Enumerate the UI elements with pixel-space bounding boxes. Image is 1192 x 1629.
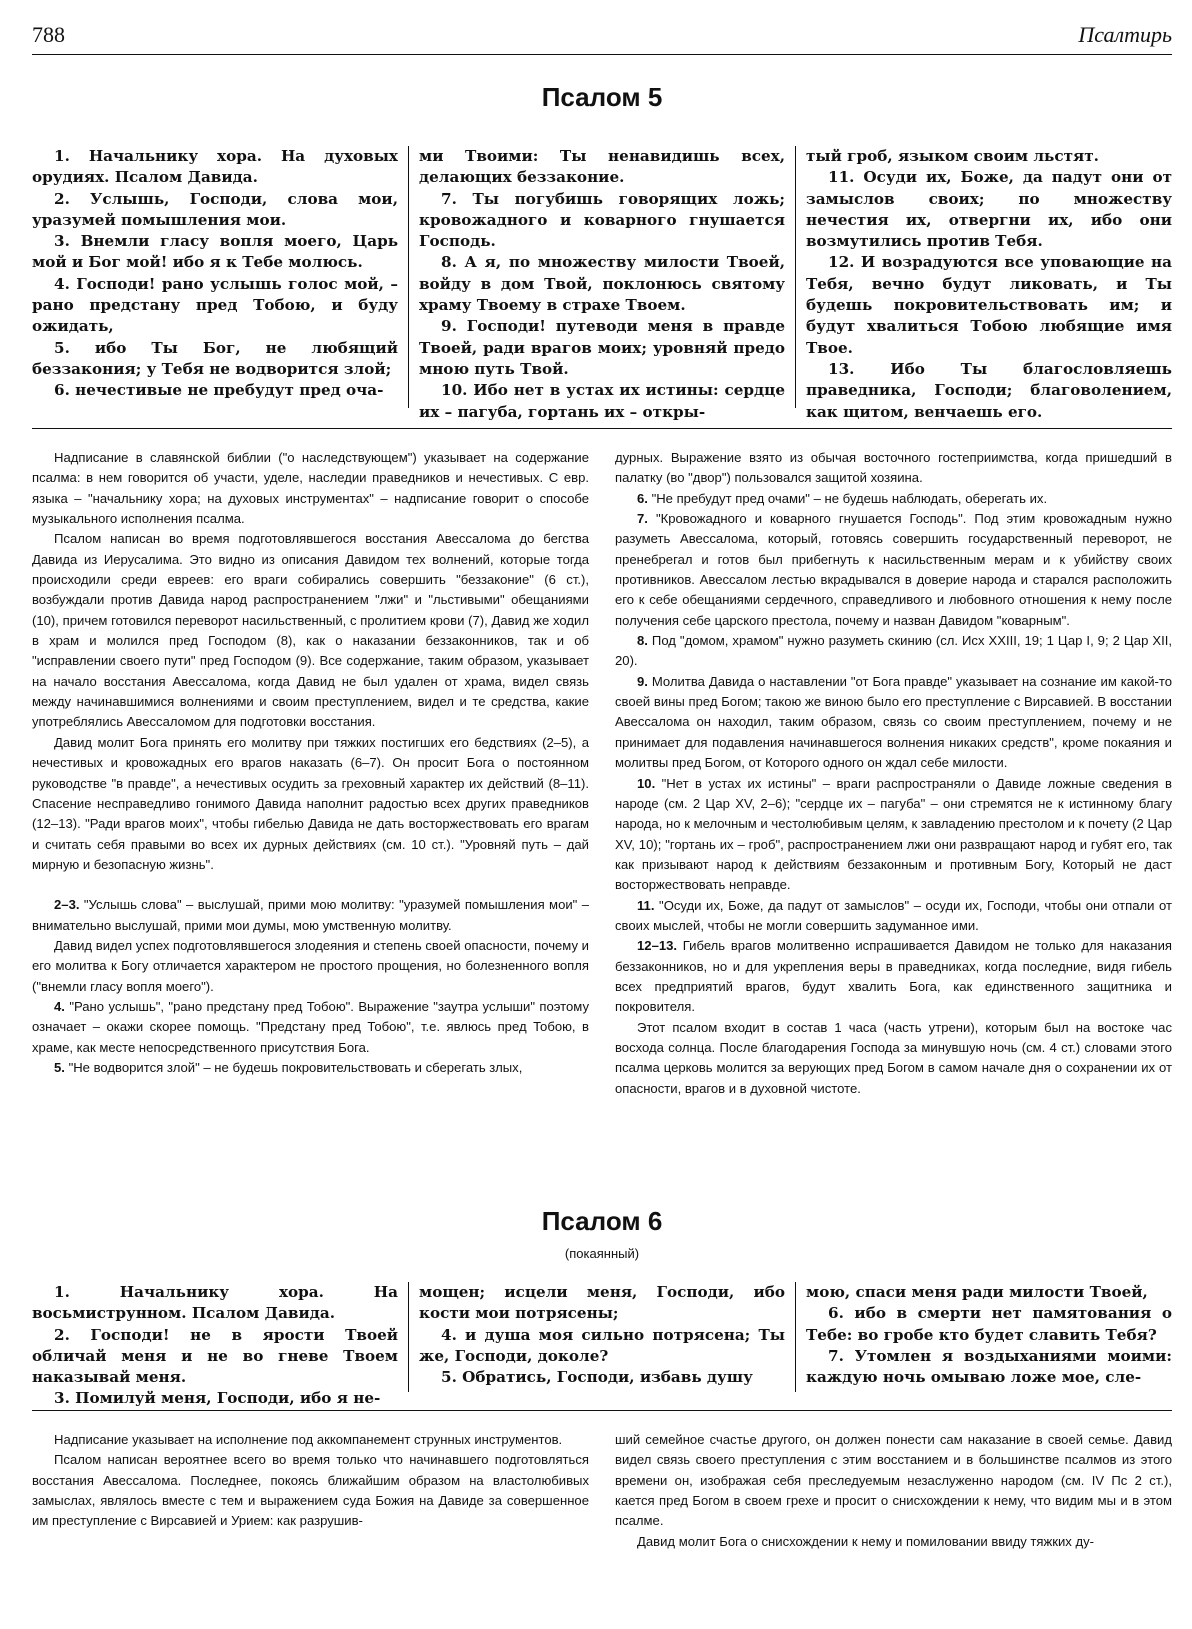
- divider: [32, 428, 1172, 429]
- commentary-paragraph: [615, 1430, 1172, 1532]
- commentary-paragraph: [615, 1532, 1172, 1552]
- commentary-text: "Осуди их, Боже, да падут от замыслов" – осуди их, Господи, чтобы они отпали от своих мыслей, чтобы не могли совершить задуманное ими.: [615, 897, 1172, 933]
- verse-column: [408, 1282, 795, 1392]
- running-header: [32, 18, 1172, 55]
- commentary-column: [32, 1430, 589, 1612]
- commentary-text: Надписание в славянской библии ("о наследствующем") указывает на содержание псалма: в нем говорится об участи, уделе, наследии праведников и нечестивых. С евр. языка – "начальнику хора; на духовых инструментах" – надписание говорит о способе музыкального исполнения псалма.: [32, 450, 589, 527]
- psalm-6-title: Псалом 6: [541, 1206, 663, 1236]
- verse-ref: 9.: [637, 673, 648, 689]
- commentary-paragraph: [615, 774, 1172, 896]
- commentary-text: Этот псалом входит в состав 1 часа (часть утрени), которым был на востоке час восхода солнца. После благодарения Господа за минувшую ночь (см. 4 ст.) словами этого псалма церковь молится за верующих пред Богом в самом начале дня о сохранении их от опасности, врагов и в духовной чистоте.: [615, 1019, 1172, 1096]
- verse-column: [32, 146, 408, 408]
- verse-ref: 7.: [637, 511, 648, 527]
- verse-ref: 5.: [54, 1059, 65, 1075]
- commentary-paragraph: [32, 733, 589, 875]
- commentary-paragraph: [32, 1058, 589, 1078]
- psalm-5-commentary: [32, 448, 1172, 1168]
- verse: ми Твоими: Ты ненавидишь всех, делающих беззаконие.: [419, 147, 785, 187]
- page: [32, 18, 1172, 1613]
- verse: мощен; исцели меня, Господи, ибо кости мои потрясены;: [419, 1283, 785, 1323]
- commentary-paragraph: [615, 936, 1172, 1017]
- psalm-6-subtitle: (покаянный): [564, 1246, 640, 1261]
- commentary-paragraph: [615, 489, 1172, 509]
- commentary-text: "Рано услышь", "рано предстану пред Тобою". Выражение "заутра услыши" поэтому означает – окажи скорее помощь. "Предстану пред Тобою", т.е. явлюсь пред Тобою, в храме, как месте непосредственного присутствия Бога.: [32, 998, 589, 1055]
- commentary-paragraph: [32, 1450, 589, 1531]
- commentary-paragraph: [32, 895, 589, 936]
- verse: 1. Начальнику хора. На духовых орудиях. Псалом Давида.: [32, 147, 398, 187]
- verse-ref: 12–13.: [637, 938, 678, 954]
- commentary-paragraph: [32, 1430, 589, 1450]
- psalm-6-verses: [32, 1282, 1172, 1408]
- verse: 10. Ибо нет в устах их истины: сердце их – пагуба, гортань их – откры-: [419, 381, 785, 421]
- commentary-column: [615, 448, 1172, 1168]
- verse: мою, спаси меня ради милости Твоей,: [806, 1283, 1148, 1301]
- verse-ref: 10.: [637, 775, 656, 791]
- verse: 4. и душа моя сильно потрясена; Ты же, Господи, доколе?: [419, 1325, 785, 1365]
- commentary-paragraph: [615, 1018, 1172, 1099]
- verse-column: [795, 1282, 1172, 1392]
- verse-column: [795, 146, 1172, 421]
- commentary-column: [615, 1430, 1172, 1612]
- verse: 8. А я, по множеству милости Твоей, войду в дом Твой, поклонюсь святому храму Твоему в страхе Твоем.: [419, 253, 785, 315]
- commentary-text: ший семейное счастье другого, он должен понести сам наказание в своей семье. Давид видел связь своего преступления с этим восстанием и в большинстве псалмов из этого времени он, изображая себя преследуемым незаслуженно народом (см. IV Пс 2 ст.), кается пред Богом в своем грехе и просит о снисхождении к нему, что видим мы и в этом псалме.: [615, 1432, 1172, 1529]
- verse-column: [32, 1282, 408, 1408]
- verse-ref: 2–3.: [54, 897, 80, 913]
- commentary-text: "Не пребудут пред очами" – не будешь наблюдать, оберегать их.: [651, 490, 1048, 506]
- verse: 4. Господи! рано услышь голос мой, – рано предстану пред Тобою, и буду ожидать,: [32, 274, 398, 336]
- psalm-5-title: Псалом 5: [541, 82, 663, 112]
- commentary-text: Давид видел успех подготовлявшегося злодеяния и степень своей опасности, почему и его молитва к Богу отличается характером не простого прощения, но болезненного вопля ("внемли гласу вопля моего").: [32, 937, 589, 994]
- verse: 3. Внемли гласу вопля моего, Царь мой и Бог мой! ибо я к Тебе молюсь.: [32, 232, 398, 272]
- verse: 1. Начальнику хора. На восьмиструнном. Псалом Давида.: [32, 1283, 398, 1323]
- verse-ref: 11.: [637, 897, 655, 913]
- commentary-paragraph: [32, 448, 589, 529]
- verse-ref: 4.: [54, 998, 65, 1014]
- commentary-text: Давид молит Бога принять его молитву при тяжких постигших его бедствиях (2–5), а нечестивых и кровожадных его врагов наказать (6–7). Он просит Бога о постоянном руководстве "в правде", а нечестивых осудить за греховный характер их действий (8–11). Спасение несправедливо гонимого Давида наполнит радостью всех других праведников (12–13). "Ради врагов моих", чтобы гибелью Давида не дать восторжествовать его врагам и считать себя правыми во всех их дурных действиях (см. 10 ст.). "Уровняй путь – дай мирную и безопасную жизнь".: [32, 734, 589, 872]
- commentary-paragraph: [615, 448, 1172, 489]
- commentary-text: дурных. Выражение взято из обычая восточного гостеприимства, когда пришедший в палатку (во "двор") пользовался защитой хозяина.: [615, 450, 1172, 486]
- verse: 6. нечестивые не пребудут пред оча-: [54, 381, 384, 400]
- verse-ref: 6.: [637, 490, 648, 506]
- verse: 3. Помилуй меня, Господи, ибо я не-: [54, 1389, 381, 1408]
- verse: 5. Обратись, Господи, избавь душу: [441, 1368, 753, 1387]
- commentary-text: "Услышь слова" – выслушай, прими мою молитву: "уразумей помышления мои" – внимательно выслушай, прими мои думы, мою умственную молитву.: [32, 897, 589, 933]
- book-title: Псалтирь: [1078, 22, 1172, 47]
- verse: 13. Ибо Ты благословляешь праведника, Господи; благоволением, как щитом, венчаешь его.: [806, 359, 1172, 421]
- commentary-paragraph: [32, 936, 589, 997]
- commentary-text: Давид молит Бога о снисхождении к нему и помиловании ввиду тяжких ду-: [637, 1533, 1095, 1549]
- divider: [32, 1410, 1172, 1411]
- commentary-text: Псалом написан во время подготовлявшегося восстания Авессалома до бегства Давида из Иерусалима. Это видно из описания Давидом тех волнений, которые тогда происходили среди евреев: его враги собирались совершить "беззаконие" (6 ст.), возбуждали против Давида народ распространением "лжи" и "льстивыми" обещаниями (10), причем готовился переворот насильственный, с пролитием крови (7), Давид же ходил в храм и молился пред Господом (8), как о наказании беззаконников, так и об "исправлении своего пути" пред Господом (9). Все содержание, таким образом, указывает на начало восстания Авессалома, когда Давид не был удален от храма, видел связь между начинавшимися волнениями и своим преступлением, видел и те средства, какие употреблялись Авессаломом для подготовки восстания.: [32, 531, 589, 730]
- commentary-paragraph: [615, 509, 1172, 631]
- commentary-text: "Кровожадного и коварного гнушается Господь". Под этим кровожадным нужно разуметь Авессалома, который, готовясь совершить государственный переворот, не пренебрегал и готов был прибегнуть к насильственным мерам и к убийству своих противников. Авессалом лестью вкрадывался в доверие народа и старался расположить его к себе обещаниями сердечного, справедливого и любовного отношения к нему после получения себе царского престола, почему и назван Давидом "коварным".: [615, 511, 1172, 628]
- verse: 6. ибо в смерти нет памятования о Тебе: во гробе кто будет славить Тебя?: [806, 1304, 1172, 1344]
- commentary-paragraph: [615, 672, 1172, 774]
- verse: 2. Господи! не в ярости Твоей обличай меня и не во гневе Твоем наказывай меня.: [32, 1325, 398, 1387]
- verse: 12. И возрадуются все уповающие на Тебя, вечно будут ликовать, и Ты будешь покровительствовать им; и будут хвалиться Тобою любящие имя Твое.: [806, 253, 1172, 357]
- commentary-text: Молитва Давида о наставлении "от Бога правде" указывает на сознание им какой-то своей вины пред Богом; такою же виною было его преступление с Вирсавией. В восстании Авессалома он находил, таким образом, связь со своим преступлением, почему и не принимает для подавления начинавшегося волнения никаких средств", кроме покаяния и молитвы пред Богом, от Которого одного он ждал себе милости.: [615, 673, 1173, 771]
- commentary-text: Псалом написан вероятнее всего во время только что начинавшего подготовляться восстания Авессалома. Последнее, покоясь ближайшим образом на властолюбивых замыслах, являлось вместе с тем и выражением суда Божия на Давиде за совершенное им преступление с Вирсавией и Урием: как разрушив-: [32, 1452, 589, 1529]
- verse-column: [408, 146, 795, 421]
- commentary-text: "Нет в устах их истины" – враги распространяли о Давиде ложные сведения в народе (см. 2 Цар XV, 2–6); "сердце их – пагуба" – они стремятся не к истинному благу народа, но к мелочным и честолюбивым целям, к завладению престолом и к почету (2 Цар XV, 10); "гортань их – гроб", распространением лжи они развращают народ и губят его, так как призывают народ к действиям беззаконным и противным Богу, Который не даст восторжествовать неправде.: [615, 775, 1172, 893]
- psalm-6-commentary: [32, 1430, 1172, 1612]
- commentary-paragraph: [615, 631, 1172, 672]
- verse: 2. Услышь, Господи, слова мои, уразумей помышления мои.: [32, 189, 398, 229]
- commentary-paragraph: [32, 529, 589, 732]
- commentary-text: Гибель врагов молитвенно испрашивается Давидом не только для наказания беззаконников, но и для укрепления веры в праведниках, когда последние, видя гибель всех предприятий врагов, будут хвалить Бога, как единственного защитника и покровителя.: [615, 938, 1173, 1015]
- psalm-5-verses: [32, 146, 1172, 421]
- commentary-text: "Не водворится злой" – не будешь покровительствовать и сберегать злых,: [68, 1059, 523, 1075]
- verse: 7. Ты погубишь говорящих ложь; кровожадного и коварного гнушается Господь.: [419, 189, 785, 251]
- verse-ref: 8.: [637, 633, 648, 649]
- verse: 9. Господи! путеводи меня в правде Твоей, ради врагов моих; уровняй предо мною путь Твой.: [419, 317, 785, 378]
- verse: 11. Осуди их, Боже, да падут они от замыслов своих; по множеству нечестия их, отвергни их, ибо они возмутились против Тебя.: [806, 168, 1172, 251]
- page-number: 788: [32, 22, 65, 47]
- commentary-text: Под "домом, храмом" нужно разуметь скинию (сл. Исх XXIII, 19; 1 Цар I, 9; 2 Цар XII, 20).: [615, 633, 1172, 669]
- commentary-column: [32, 448, 589, 1168]
- commentary-text: Надписание указывает на исполнение под аккомпанемент струнных инструментов.: [54, 1432, 563, 1447]
- verse: тый гроб, языком своим льстят.: [806, 147, 1099, 165]
- verse: 5. ибо Ты Бог, не любящий беззакония; у Тебя не водворится злой;: [32, 338, 398, 378]
- verse: 7. Утомлен я воздыханиями моими: каждую ночь омываю ложе мое, сле-: [806, 1346, 1172, 1387]
- commentary-paragraph: [32, 997, 589, 1058]
- commentary-paragraph: [615, 896, 1172, 937]
